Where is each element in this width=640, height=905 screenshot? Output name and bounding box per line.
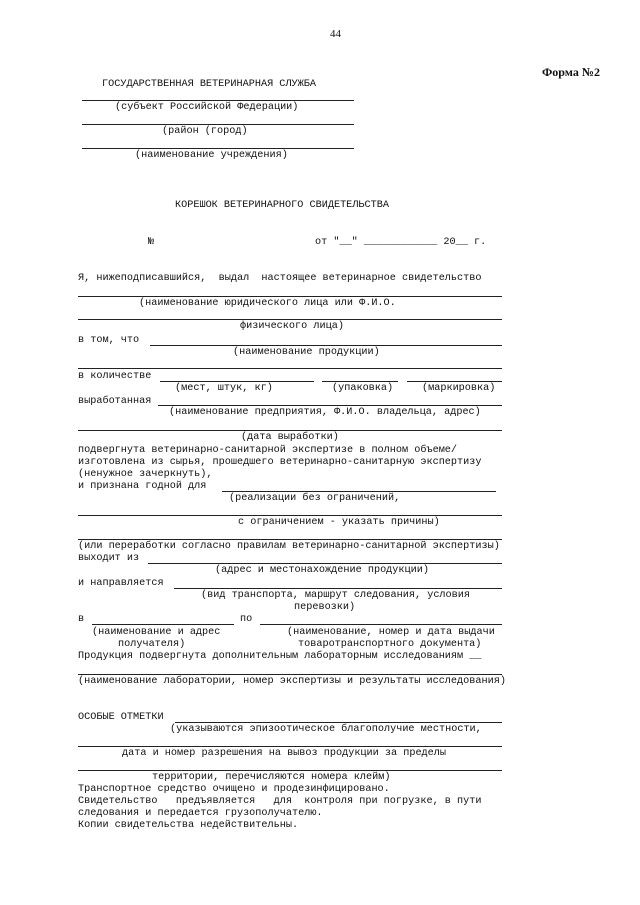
institution-line xyxy=(82,148,354,149)
exit-line xyxy=(148,563,502,564)
final-text-1: Транспортное средство очищено и продезинфицировано. xyxy=(78,784,390,795)
fit-caption-2: с ограничением - указать причины) xyxy=(238,517,440,528)
recipient-caption-2: получателя) xyxy=(118,639,186,650)
quantity-line-mark xyxy=(407,381,502,382)
fit-line xyxy=(222,491,496,492)
entity-caption-1: (наименование юридического лица или Ф.И.О. xyxy=(139,298,396,309)
entity-caption-2: физического лица) xyxy=(240,321,344,332)
doc-caption-1: (наименование, номер и дата выдачи xyxy=(287,627,495,638)
quantity-line-pack xyxy=(322,381,398,382)
subject-caption: (субъект Российской Федерации) xyxy=(115,102,299,113)
quantity-caption-places: (мест, штук, кг) xyxy=(175,383,273,394)
final-text-4: Копии свидетельства недействительны. xyxy=(78,820,299,831)
number-sign: № xyxy=(148,237,155,248)
exit-label: выходит из xyxy=(78,553,140,564)
to-label: в xyxy=(78,614,85,625)
fit-label: и признана годной для xyxy=(78,481,207,492)
form-label: Форма №2 xyxy=(542,65,600,79)
notes-line-3 xyxy=(78,770,502,771)
sent-caption-1: (вид транспорта, маршрут следования, условия xyxy=(201,590,470,601)
notes-line-1 xyxy=(175,722,502,723)
product-caption: (наименование продукции) xyxy=(233,347,380,358)
doc-line xyxy=(260,624,502,625)
by-label: по xyxy=(240,614,253,625)
product-label: в том, что xyxy=(78,335,140,346)
district-caption: (район (город) xyxy=(162,126,248,137)
service-name: ГОСУДАРСТВЕННАЯ ВЕТЕРИНАРНАЯ СЛУЖБА xyxy=(102,79,316,90)
lab-text: Продукция подвергнута дополнительным лабораторным исследованиям __ xyxy=(78,651,482,662)
date-caption: (дата выработки) xyxy=(241,432,339,443)
recipient-caption-1: (наименование и адрес xyxy=(92,627,221,638)
notes-label: ОСОБЫЕ ОТМЕТКИ xyxy=(78,712,164,723)
quantity-caption-pack: (упаковка) xyxy=(332,383,394,394)
recipient-line xyxy=(92,624,234,625)
final-text-2: Свидетельство предъявляется для контроля при погрузке, в пути xyxy=(78,796,482,807)
product-line-2 xyxy=(78,368,502,369)
sent-label: и направляется xyxy=(78,578,164,589)
intro-text: Я, нижеподписавшийся, выдал настоящее ветеринарное свидетельство xyxy=(78,273,482,284)
exam-text-3: (ненужное зачеркнуть), xyxy=(78,469,213,480)
exam-text-1: подвергнута ветеринарно-санитарной экспертизе в полном объеме/ xyxy=(78,445,458,456)
final-text-3: следования и передается грузополучателю. xyxy=(78,808,323,819)
exit-caption: (адрес и местонахождение продукции) xyxy=(215,565,429,576)
quantity-caption-mark: (маркировка) xyxy=(422,383,496,394)
doc-caption-2: товаротранспортного документа) xyxy=(298,639,482,650)
quantity-line-places xyxy=(160,381,314,382)
quantity-label: в количестве xyxy=(78,371,152,382)
subject-line xyxy=(82,100,354,101)
institution-caption: (наименование учреждения) xyxy=(135,150,288,161)
exam-text-2: изготовлена из сырья, прошедшего ветеринарно-санитарную экспертизу xyxy=(78,457,482,468)
produced-label: выработанная xyxy=(78,396,152,407)
document-title: КОРЕШОК ВЕТЕРИНАРНОГО СВИДЕТЕЛЬСТВА xyxy=(175,200,389,211)
notes-caption-1: (указываются эпизоотическое благополучие местности, xyxy=(170,724,482,735)
page-number: 44 xyxy=(330,28,341,40)
fit-line-2 xyxy=(78,515,502,516)
processing-line xyxy=(78,539,502,540)
sent-caption-2: перевозки) xyxy=(294,602,356,613)
product-line xyxy=(150,345,502,346)
produced-line xyxy=(158,405,502,406)
lab-caption: (наименование лаборатории, номер экспертизы и результаты исследования) xyxy=(78,676,506,687)
notes-caption-2: дата и номер разрешения на вывоз продукции за пределы xyxy=(122,748,447,759)
entity-line-2 xyxy=(78,319,502,320)
produced-caption: (наименование предприятия, Ф.И.О. владельца, адрес) xyxy=(169,407,481,418)
issue-date: от "__" ____________ 20__ г. xyxy=(315,237,487,248)
notes-caption-3: территории, перечисляются номера клейм) xyxy=(152,772,391,783)
processing-text: (или переработки согласно правилам ветеринарно-санитарной экспертизы) xyxy=(78,541,500,552)
fit-caption-1: (реализации без ограничений, xyxy=(229,493,401,504)
lab-line xyxy=(78,674,502,675)
sent-line xyxy=(174,588,502,589)
entity-line-1 xyxy=(78,296,502,297)
date-line xyxy=(78,430,502,431)
notes-line-2 xyxy=(78,746,502,747)
district-line xyxy=(82,124,354,125)
